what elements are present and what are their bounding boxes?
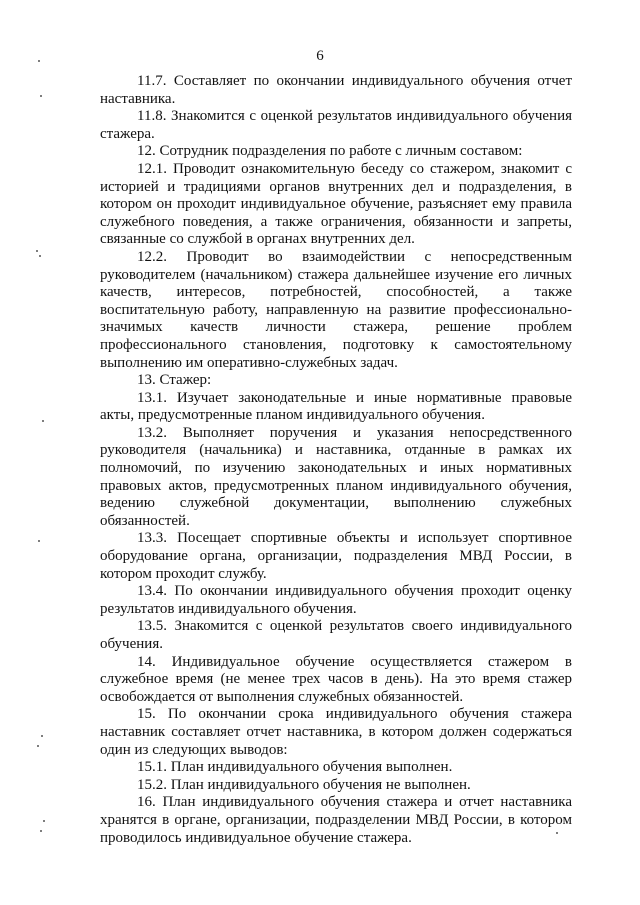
paragraph-13-3: 13.3. Посещает спортивные объекты и использует спортивное оборудование органа, организации, подразделения МВД России, в котором проходит службу.: [100, 530, 572, 582]
scan-speck: [40, 95, 42, 97]
document-body: [100, 73, 572, 847]
scan-speck: [41, 735, 43, 737]
paragraph-11-8: 11.8. Знакомится с оценкой результатов индивидуального обучения стажера.: [100, 108, 572, 142]
page-number: 6: [316, 48, 324, 64]
scan-speck: [42, 420, 44, 422]
paragraph-13-5: 13.5. Знакомится с оценкой результатов своего индивидуального обучения.: [100, 618, 572, 652]
paragraph-13-4: 13.4. По окончании индивидуального обучения проходит оценку результатов индивидуального обучения.: [100, 583, 572, 617]
paragraph-11-7: 11.7. Составляет по окончании индивидуального обучения отчет наставника.: [100, 73, 572, 107]
scan-speck: [556, 832, 558, 834]
scan-speck: [37, 745, 39, 747]
paragraph-14: 14. Индивидуальное обучение осуществляется стажером в служебное время (не менее трех часов в день). На это время стажер освобождается от выполнения служебных обязанностей.: [100, 653, 572, 705]
paragraph-12-2: 12.2. Проводит во взаимодействии с непосредственным руководителем (начальником) стажера дальнейшее изучение его личных качеств, интересов, потребностей, способностей, а также воспитательную работу, направленную на развитие профессионально-значимых качеств личности стажера, решение проблем профессионального становления, подготовку к самостоятельному выполнению им оперативно-служебных задач.: [100, 248, 572, 371]
paragraph-16: 16. План индивидуального обучения стажера и отчет наставника хранятся в органе, организации, подразделении МВД России, в котором проводилось индивидуальное обучение стажера.: [100, 794, 572, 846]
scan-speck: [36, 250, 38, 252]
paragraph-12: 12. Сотрудник подразделения по работе с личным составом:: [137, 143, 523, 160]
paragraph-13-1: 13.1. Изучает законодательные и иные нормативные правовые акты, предусмотренные планом индивидуального обучения.: [100, 389, 572, 424]
scan-speck: [38, 60, 40, 62]
scan-speck: [40, 830, 42, 832]
paragraph-13-2: 13.2. Выполняет поручения и указания непосредственного руководителя (начальника) и наставника, отданные в рамках их полномочий, по изучению законодательных и иных нормативных правовых актов, предусмотренных планом индивидуального обучения, ведению служебной документации, выполнению служебных обязанностей.: [100, 424, 572, 529]
scan-speck: [43, 820, 45, 822]
paragraph-13: 13. Стажер:: [137, 372, 212, 389]
scan-speck: [39, 255, 41, 257]
scan-speck: [38, 540, 40, 542]
paragraph-15: 15. По окончании срока индивидуального обучения стажера наставник составляет отчет наставника, в котором должен содержаться один из следующих выводов:: [100, 706, 572, 758]
paragraph-15-2: 15.2. План индивидуального обучения не выполнен.: [137, 776, 471, 793]
paragraph-15-1: 15.1. План индивидуального обучения выполнен.: [137, 759, 453, 776]
paragraph-12-1: 12.1. Проводит ознакомительную беседу со стажером, знакомит с историей и традициями органов внутренних дел и подразделения, в котором он проходит индивидуальное обучение, разъясняет ему правила служебного поведения, а также ограничения, обязанности и запреты, связанные со службой в органах внутренних дел.: [100, 160, 572, 248]
